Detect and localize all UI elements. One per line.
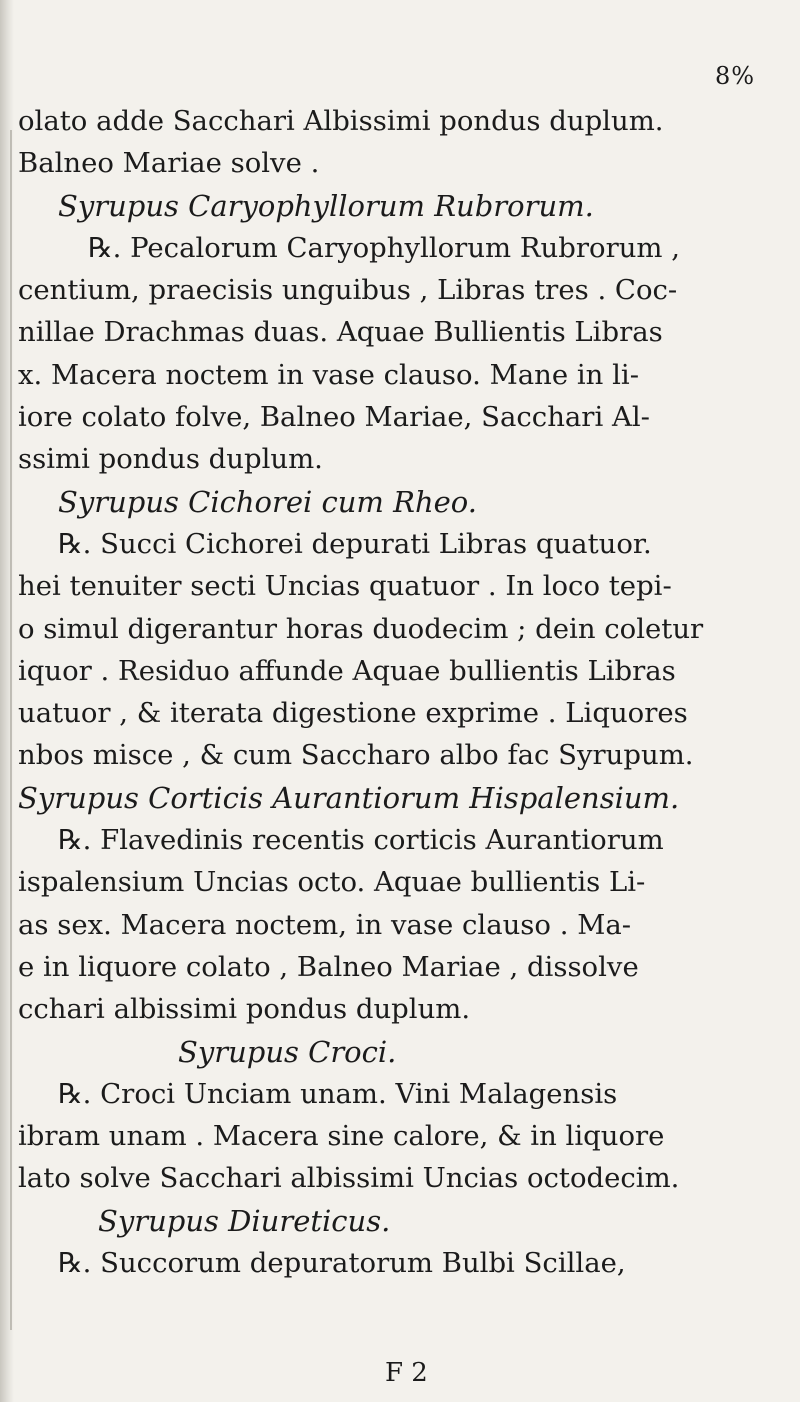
binding-edge bbox=[10, 130, 12, 1330]
text-line: olato adde Sacchari Albissimi pondus duplum. bbox=[18, 105, 664, 137]
text-line: ℞. Flavedinis recentis corticis Aurantiorum bbox=[58, 824, 664, 857]
text-line: hei tenuiter secti Uncias quatuor . In loco tepi- bbox=[18, 570, 672, 603]
text-line: nbos misce , & cum Saccharo albo fac Syrupum. bbox=[18, 739, 694, 772]
text-line: o simul digerantur horas duodecim ; dein coletur bbox=[18, 612, 704, 645]
text-line: iquor . Residuo affunde Aquae bullientis Libras bbox=[18, 654, 676, 687]
text-line: ℞. Croci Unciam unam. Vini Malagensis bbox=[58, 1077, 618, 1110]
text-line: centium, praecisis unguibus , Libras tres . Coc- bbox=[18, 274, 678, 307]
recipe-heading: Syrupus Croci. bbox=[178, 1034, 397, 1069]
text-line: ℞. Succi Cichorei depurati Libras quatuor. bbox=[58, 527, 652, 560]
text-line: ispalensium Uncias octo. Aquae bullientis Li- bbox=[18, 866, 646, 899]
recipe-heading: Syrupus Cichorei cum Rheo. bbox=[58, 484, 477, 519]
recipe-heading: Syrupus Corticis Aurantiorum Hispalensium. bbox=[18, 780, 680, 815]
text-block bbox=[18, 100, 788, 1284]
text-line: x. Macera noctem in vase clauso. Mane in li- bbox=[18, 358, 640, 391]
text-line: e in liquore colato , Balneo Mariae , dissolve bbox=[18, 950, 639, 983]
text-line: nillae Drachmas duas. Aquae Bullientis Libras bbox=[18, 316, 663, 349]
recipe-heading: Syrupus Caryophyllorum Rubrorum. bbox=[58, 188, 594, 223]
text-line: ibram unam . Macera sine calore, & in liquore bbox=[18, 1120, 665, 1153]
signature-mark: F 2 bbox=[385, 1358, 428, 1388]
text-line: ℞. Succorum depuratorum Bulbi Scillae, bbox=[58, 1247, 626, 1280]
text-line: uatuor , & iterata digestione exprime . Liquores bbox=[18, 697, 688, 730]
text-line: iore colato folve, Balneo Mariae, Sacchari Al- bbox=[18, 401, 650, 434]
text-line: Balneo Mariae solve . bbox=[18, 147, 320, 180]
recipe-heading: Syrupus Diureticus. bbox=[98, 1203, 391, 1238]
page-number: 8% bbox=[715, 62, 756, 90]
text-line: ssimi pondus duplum. bbox=[18, 443, 323, 476]
text-line: lato solve Sacchari albissimi Uncias octodecim. bbox=[18, 1162, 680, 1195]
text-line: cchari albissimi pondus duplum. bbox=[18, 993, 471, 1026]
text-line: ℞. Pecalorum Caryophyllorum Rubrorum , bbox=[88, 231, 680, 264]
text-line: as sex. Macera noctem, in vase clauso . Ma- bbox=[18, 908, 632, 941]
